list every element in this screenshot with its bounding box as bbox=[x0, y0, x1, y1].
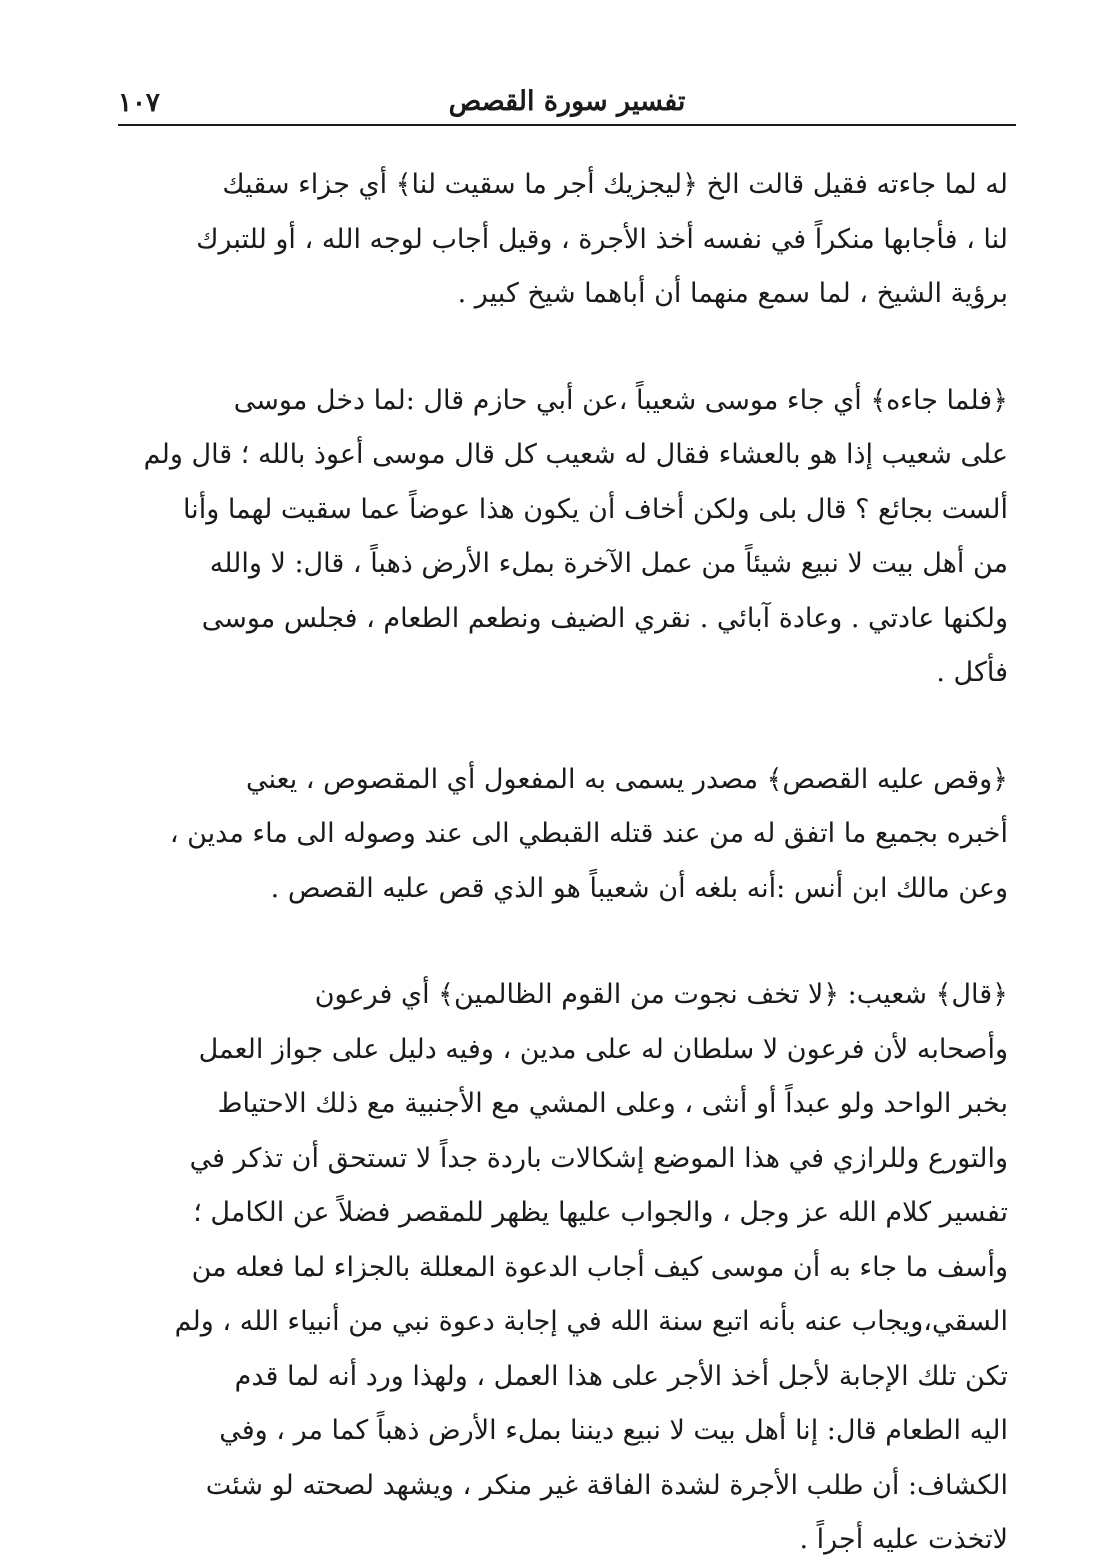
text-line: أخبره بجميع ما اتفق له من عند قتله القبطي الى عند وصوله الى ماء مدين ، bbox=[169, 818, 1008, 849]
text-line: وعن مالك ابن أنس :أنه بلغه أن شعيباً هو الذي قص عليه القصص . bbox=[270, 872, 1008, 904]
text-line: ﴿فلما جاءه﴾ أي جاء موسى شعيباً ،عن أبي حازم قال :لما دخل موسى bbox=[233, 384, 1008, 416]
page-number: ١٠٧ bbox=[118, 88, 160, 118]
text-line: وأسف ما جاء به أن موسى كيف أجاب الدعوة المعللة بالجزاء لما فعله من bbox=[191, 1251, 1008, 1283]
running-title: تفسير سورة القصص bbox=[448, 86, 686, 117]
paragraph-2 bbox=[128, 374, 1008, 701]
text-line: له لما جاءته فقيل قالت الخ ﴿ليجزيك أجر ما سقيت لنا﴾ أي جزاء سقيك bbox=[222, 169, 1008, 200]
paragraph-4 bbox=[128, 968, 1008, 1568]
text-line: برؤية الشيخ ، لما سمع منهما أن أباهما شيخ كبير . bbox=[457, 278, 1008, 309]
paragraph-1 bbox=[128, 158, 1008, 322]
text-line: السقي،ويجاب عنه بأنه اتبع سنة الله في إجابة دعوة نبي من أنبياء الله ، ولم bbox=[174, 1306, 1008, 1337]
text-line: ألست بجائع ؟ قال بلى ولكن أخاف أن يكون هذا عوضاً عما سقيت لهما وأنا bbox=[182, 493, 1008, 525]
body-text bbox=[128, 158, 1008, 1568]
text-line: اليه الطعام قال: إنا أهل بيت لا نبيع ديننا بملء الأرض ذهباً كما مر ، وفي bbox=[219, 1415, 1008, 1446]
text-line: تفسير كلام الله عز وجل ، والجواب عليها يظهر للمقصر فضلاً عن الكامل ؛ bbox=[193, 1197, 1008, 1228]
text-line: لاتخذت عليه أجراً . bbox=[799, 1524, 1008, 1555]
text-line: وأصحابه لأن فرعون لا سلطان له على مدين ، وفيه دليل على جواز العمل bbox=[198, 1033, 1008, 1065]
paragraph-3 bbox=[128, 753, 1008, 917]
text-line: ﴿قال﴾ شعيب: ﴿لا تخف نجوت من القوم الظالمين﴾ أي فرعون bbox=[314, 979, 1008, 1010]
text-line: لنا ، فأجابها منكراً في نفسه أخذ الأجرة ، وقيل أجاب لوجه الله ، أو للتبرك bbox=[196, 223, 1008, 255]
text-line: ولكنها عادتي . وعادة آبائي . نقري الضيف ونطعم الطعام ، فجلس موسى bbox=[201, 602, 1008, 634]
header-divider bbox=[118, 124, 1016, 126]
text-line: والتورع وللرازي في هذا الموضع إشكالات باردة جداً لا تستحق أن تذكر في bbox=[189, 1142, 1008, 1174]
text-line: على شعيب إذا هو بالعشاء فقال له شعيب كل قال موسى أعوذ بالله ؛ قال ولم bbox=[143, 439, 1008, 470]
page-header bbox=[118, 84, 1016, 126]
text-line: ﴿وقص عليه القصص﴾ مصدر يسمى به المفعول أي المقصوص ، يعني bbox=[246, 763, 1008, 795]
text-line: بخبر الواحد ولو عبداً أو أنثى ، وعلى المشي مع الأجنبية مع ذلك الاحتياط bbox=[217, 1088, 1008, 1119]
text-line: الكشاف: أن طلب الأجرة لشدة الفاقة غير منكر ، ويشهد لصحته لو شئت bbox=[205, 1469, 1008, 1501]
text-line: من أهل بيت لا نبيع شيئاً من عمل الآخرة بملء الأرض ذهباً ، قال: لا والله bbox=[209, 548, 1008, 579]
text-line: تكن تلك الإجابة لأجل أخذ الأجر على هذا العمل ، ولهذا ورد أنه لما قدم bbox=[234, 1360, 1008, 1392]
text-line: فأكل . bbox=[936, 657, 1008, 688]
